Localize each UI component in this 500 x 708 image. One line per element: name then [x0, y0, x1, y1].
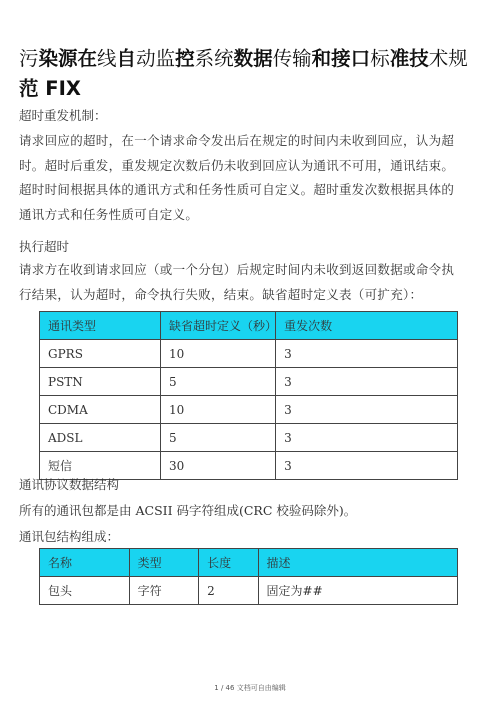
title-segment: 系 [194, 47, 215, 70]
title-segment: 染源在 [38, 47, 98, 70]
table-header-cell: 缺省超时定义（秒） [161, 312, 276, 340]
paragraph-line: 时。超时后重发，重发规定次数后仍未收到回应认为通讯不可用，通讯结束。 [19, 157, 455, 173]
paragraph-exec-timeout [19, 258, 481, 307]
table-header-cell: 长度 [199, 549, 258, 577]
table-cell: 固定为## [258, 577, 457, 605]
table-header-cell: 类型 [129, 549, 198, 577]
title-segment: 动监 [136, 47, 176, 70]
table-cell: 字符 [129, 577, 198, 605]
table-row [40, 396, 458, 424]
title-segment: 范 FIX [19, 77, 81, 100]
document-title [19, 44, 481, 104]
paragraph-line: 超时时间根据具体的通讯方式和任务性质可自定义。超时重发次数根据具体的 [19, 182, 455, 198]
table-cell: 2 [199, 577, 258, 605]
section-heading-protocol: 通讯协议数据结构 [19, 477, 120, 492]
table-cell: 30 [161, 452, 276, 480]
paragraph-line: 请求回应的超时，在一个请求命令发出后在规定的时间内未收到回应，认为超 [19, 133, 455, 148]
table-cell: ADSL [40, 424, 161, 452]
table-cell: PSTN [40, 368, 161, 396]
table-cell: 3 [276, 340, 458, 368]
table-header-cell: 描述 [258, 549, 457, 577]
paragraph-packet-structure: 通讯包结构组成： [19, 529, 120, 544]
title-segment: 线 [97, 47, 117, 70]
table-header-cell: 通讯类型 [40, 312, 161, 340]
table-cell: 3 [276, 424, 458, 452]
title-segment: 术规 [428, 47, 468, 70]
packet-structure-table [39, 548, 458, 605]
table-header-row [40, 549, 458, 577]
table-cell: 10 [161, 396, 276, 424]
table-header-cell: 名称 [40, 549, 130, 577]
table-cell: 5 [161, 424, 276, 452]
table-cell: 包头 [40, 577, 130, 605]
title-segment: 和 [311, 47, 332, 70]
title-segment: 控 [175, 47, 195, 70]
table-cell: 3 [276, 396, 458, 424]
paragraph-ascii: 所有的通讯包都是由 ACSII 码字符组成(CRC 校验码除外)。 [19, 503, 357, 518]
title-segment: 准 [389, 47, 410, 70]
table-header-cell: 重发次数 [276, 312, 458, 340]
title-segment: 自 [116, 47, 137, 70]
title-segment: 统 [214, 47, 234, 70]
table-row [40, 577, 458, 605]
table-cell: CDMA [40, 396, 161, 424]
title-segment: 污 [19, 47, 39, 70]
table-cell: 10 [161, 340, 276, 368]
table-cell: 3 [276, 452, 458, 480]
table-row [40, 340, 458, 368]
paragraph-line: 行结果，认为超时，命令执行失败，结束。缺省超时定义表（可扩充）： [19, 286, 423, 302]
title-segment: 传输 [272, 47, 312, 70]
table-header-row [40, 312, 458, 340]
table-cell: GPRS [40, 340, 161, 368]
section-heading-exec-timeout: 执行超时 [19, 239, 70, 254]
title-segment: 数据 [233, 47, 273, 70]
paragraph-retry [19, 129, 481, 227]
section-heading-retry: 超时重发机制： [19, 108, 107, 123]
title-segment: 技 [409, 47, 429, 70]
table-row [40, 368, 458, 396]
table-cell: 5 [161, 368, 276, 396]
table-cell: 短信 [40, 452, 161, 480]
title-segment: 标 [370, 47, 390, 70]
paragraph-line: 通讯方式和任务性质可自定义。 [19, 206, 199, 222]
timeout-table [39, 311, 458, 480]
title-segment: 接口 [331, 47, 371, 70]
table-cell: 3 [276, 368, 458, 396]
page-footer: 1 / 46 文档可自由编辑 [214, 684, 286, 692]
paragraph-line: 请求方在收到请求回应（或一个分包）后规定时间内未收到返回数据或命令执 [19, 262, 455, 277]
table-row [40, 424, 458, 452]
